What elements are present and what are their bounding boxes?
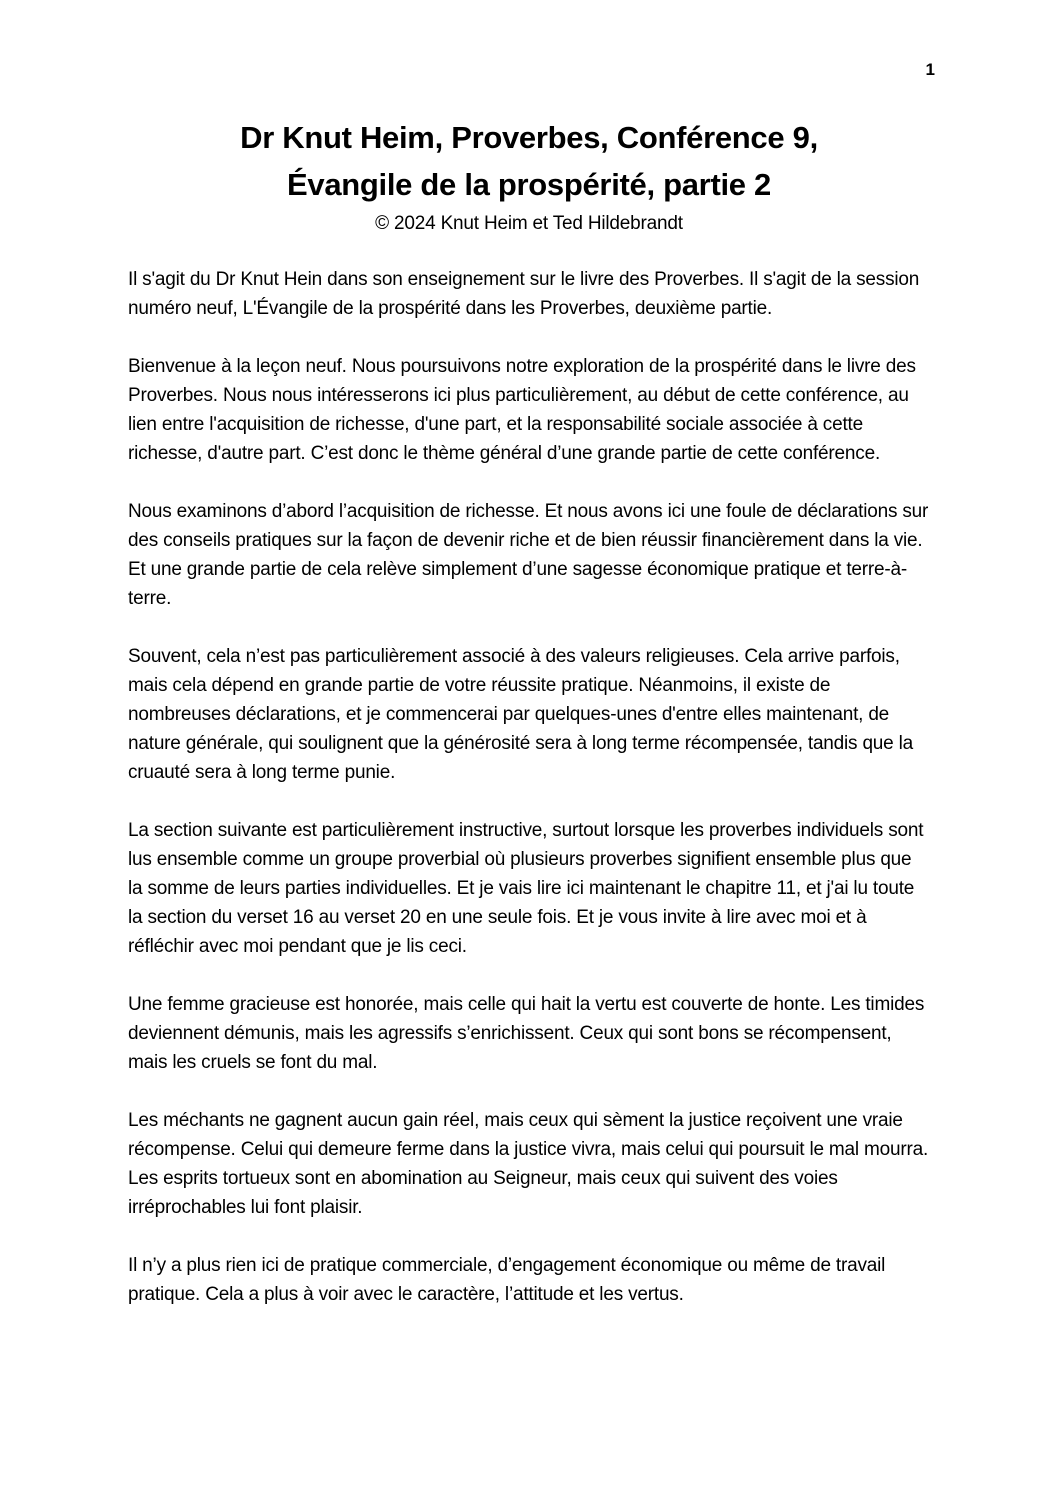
page-number: 1	[925, 60, 935, 79]
paragraph-intro: Il s'agit du Dr Knut Hein dans son enseignement sur le livre des Proverbes. Il s'agit de la session numéro neuf, L'Évangile de la prospérité dans les Proverbes, deuxième partie.	[128, 269, 920, 319]
paragraph-values: Souvent, cela n’est pas particulièrement associé à des valeurs religieuses. Cela arrive parfois, mais cela dépend en grande partie de votre réussite pratique. Néanmoins, il existe de nombreuses déclarations, et je commencerai par quelques-unes d'entre elles maintenant, de nature générale, qui soulignent que la générosité sera à long terme récompensée, tandis que la cruauté sera à long terme punie.	[128, 646, 914, 783]
paragraph-section: La section suivante est particulièrement instructive, surtout lorsque les proverbes individuels sont lus ensemble comme un groupe proverbial où plusieurs proverbes signifient ensemble plus que la somme de leurs parties individuelles. Et je vais lire ici maintenant le chapitre 11, et j'ai lu toute la section du verset 16 au verset 20 en une seule fois. Et je vous invite à lire avec moi et à réfléchir avec moi pendant que je lis ceci.	[128, 820, 924, 957]
paragraph-acquisition: Nous examinons d’abord l’acquisition de richesse. Et nous avons ici une foule de déclarations sur des conseils pratiques sur la façon de devenir riche et de bien réussir financièrement dans la vie. Et une grande partie de cela relève simplement d’une sagesse économique pratique et terre-à-terre.	[128, 501, 929, 609]
paragraph-quote-2: Les méchants ne gagnent aucun gain réel, mais ceux qui sèment la justice reçoivent une vraie récompense. Celui qui demeure ferme dans la justice vivra, mais celui qui poursuit le mal mourra. Les esprits tortueux sont en abomination au Seigneur, mais ceux qui suivent des voies irréprochables lui font plaisir.	[128, 1110, 929, 1218]
title-line-1: Dr Knut Heim, Proverbes, Conférence 9,	[240, 120, 818, 155]
title-line-2: Évangile de la prospérité, partie 2	[287, 167, 771, 202]
paragraph-conclusion: Il n’y a plus rien ici de pratique commerciale, d’engagement économique ou même de travail pratique. Cela a plus à voir avec le caractère, l’attitude et les vertus.	[128, 1255, 886, 1305]
document-title	[128, 114, 930, 208]
copyright-line: © 2024 Knut Heim et Ted Hildebrandt	[375, 213, 683, 234]
document-body	[128, 265, 930, 1309]
paragraph-quote-1: Une femme gracieuse est honorée, mais celle qui hait la vertu est couverte de honte. Les timides deviennent démunis, mais les agressifs s’enrichissent. Ceux qui sont bons se récompensent, mais les cruels se font du mal.	[128, 994, 925, 1073]
paragraph-welcome: Bienvenue à la leçon neuf. Nous poursuivons notre exploration de la prospérité dans le livre des Proverbes. Nous nous intéresserons ici plus particulièrement, au début de cette conférence, au lien entre l'acquisition de richesse, d'une part, et la responsabilité sociale associée à cette richesse, d'autre part. C’est donc le thème général d’une grande partie de cette conférence.	[128, 356, 916, 464]
